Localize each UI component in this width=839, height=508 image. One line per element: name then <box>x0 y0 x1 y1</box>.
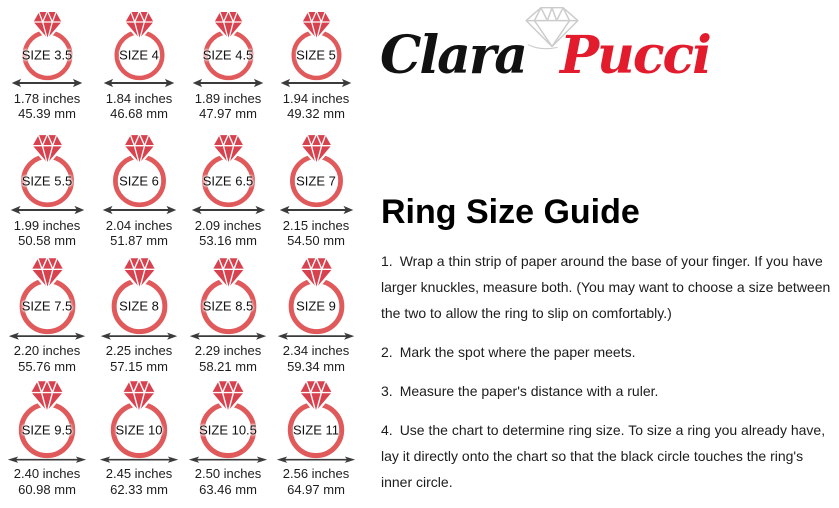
ring-size-label: SIZE 3.5 <box>21 47 73 63</box>
ring-size-cell <box>184 128 272 251</box>
instruction-item-3 <box>381 378 838 404</box>
ring-inches: 2.20 inches <box>13 343 81 359</box>
page-title: Ring Size Guide <box>381 193 640 231</box>
brand-name-first: Clara <box>380 25 526 86</box>
ring-size-cell <box>184 374 272 497</box>
ring-icon-wrap <box>13 8 82 83</box>
ring-measurements <box>106 343 173 374</box>
ring-inches: 1.94 inches <box>282 91 350 106</box>
ring-measurements <box>106 218 173 249</box>
ring-icon <box>190 254 267 337</box>
ring-size-label: SIZE 6.5 <box>202 173 254 189</box>
ring-size-cell <box>94 5 184 128</box>
instruction-text: Use the chart to determine ring size. To size a ring you already have, lay it directly onto the chart so that the black circle touches the ring's inner circle. <box>381 422 826 490</box>
ring-size-cell <box>0 374 94 497</box>
instruction-number: 4. <box>381 422 393 438</box>
ring-measurements <box>14 218 81 249</box>
instruction-item-2 <box>381 339 838 365</box>
ring-size-cell <box>94 128 184 251</box>
ring-mm: 59.34 mm <box>287 358 345 374</box>
ring-mm: 49.32 mm <box>287 106 345 122</box>
ring-inches: 2.04 inches <box>105 218 173 233</box>
ring-inches: 2.29 inches <box>194 343 262 359</box>
ring-size-cell <box>272 374 360 497</box>
ring-icon-wrap <box>101 254 178 337</box>
ring-size-label: SIZE 4.5 <box>202 47 254 63</box>
instruction-text: Measure the paper's distance with a ruler. <box>399 383 659 399</box>
ring-size-label: SIZE 10.5 <box>199 422 257 438</box>
ring-mm: 53.16 mm <box>199 233 257 249</box>
ring-measurements <box>14 466 81 497</box>
instruction-number: 2. <box>381 344 393 360</box>
ring-icon <box>100 377 178 461</box>
ring-size-cell <box>0 5 94 128</box>
ring-measurements <box>106 466 173 497</box>
ring-measurements <box>14 91 81 122</box>
ring-measurements <box>283 91 350 122</box>
ring-inches: 1.78 inches <box>13 91 81 106</box>
ring-icon-wrap <box>11 131 84 210</box>
ring-icon <box>103 131 176 210</box>
ring-mm: 51.87 mm <box>110 233 168 249</box>
ring-size-cell <box>272 128 360 251</box>
instruction-text: Wrap a thin strip of paper around the base of your finger. If you have larger knuckles, measure both. (You may want to choose a size between the two to allow the ring to slip on comfortably.) <box>381 253 831 321</box>
ring-icon <box>282 8 351 83</box>
ring-size-cell <box>94 374 184 497</box>
ring-icon-wrap <box>189 377 267 461</box>
ring-size-cell <box>0 128 94 251</box>
instruction-number: 1. <box>381 253 393 269</box>
ring-icon-wrap <box>105 8 174 83</box>
instruction-number: 3. <box>381 383 393 399</box>
ring-size-label: SIZE 7.5 <box>21 298 73 314</box>
ring-measurements <box>195 91 262 122</box>
ring-size-cell <box>0 251 94 374</box>
ring-icon-wrap <box>194 8 263 83</box>
brand-name <box>380 25 836 86</box>
ring-inches: 1.89 inches <box>194 91 262 106</box>
ring-inches: 2.25 inches <box>105 343 173 359</box>
ring-icon <box>280 131 353 210</box>
ring-icon-wrap <box>277 377 355 461</box>
instruction-item-1 <box>381 248 838 326</box>
ring-icon <box>278 254 355 337</box>
ring-size-cell <box>272 5 360 128</box>
ring-icon <box>105 8 174 83</box>
ring-inches: 1.84 inches <box>105 91 173 106</box>
ring-mm: 57.15 mm <box>110 358 168 374</box>
ring-icon <box>8 377 86 461</box>
ring-measurements <box>195 466 262 497</box>
instruction-item-4 <box>381 417 838 495</box>
ring-measurements <box>195 343 262 374</box>
ring-measurements <box>283 218 350 249</box>
ring-size-label: SIZE 6 <box>119 173 159 189</box>
ring-mm: 63.46 mm <box>199 481 257 497</box>
ring-icon-wrap <box>282 8 351 83</box>
ring-size-label: SIZE 4 <box>119 47 159 63</box>
ring-mm: 50.58 mm <box>18 233 76 249</box>
ring-measurements <box>14 343 81 374</box>
ring-size-cell <box>272 251 360 374</box>
ring-inches: 2.15 inches <box>282 218 350 233</box>
instruction-text: Mark the spot where the paper meets. <box>399 344 636 360</box>
ring-icon <box>194 8 263 83</box>
ring-icon <box>277 377 355 461</box>
ring-size-label: SIZE 9 <box>296 298 336 314</box>
ring-icon <box>9 254 86 337</box>
ring-icon <box>101 254 178 337</box>
ring-size-label: SIZE 11 <box>292 422 340 438</box>
ring-measurements <box>283 343 350 374</box>
ring-mm: 58.21 mm <box>199 358 257 374</box>
ring-icon-wrap <box>103 131 176 210</box>
ring-size-cell <box>184 251 272 374</box>
ring-size-label: SIZE 7 <box>296 173 336 189</box>
brand-diamond-icon <box>502 4 602 52</box>
instruction-list <box>381 248 838 508</box>
ring-icon <box>189 377 267 461</box>
ring-mm: 55.76 mm <box>18 358 76 374</box>
ring-mm: 62.33 mm <box>110 481 168 497</box>
ring-size-chart <box>0 0 372 501</box>
ring-inches: 2.56 inches <box>282 466 350 482</box>
ring-size-label: SIZE 10 <box>115 422 163 438</box>
ring-mm: 47.97 mm <box>199 106 257 122</box>
ring-mm: 46.68 mm <box>110 106 168 122</box>
ring-mm: 45.39 mm <box>18 106 76 122</box>
ring-icon <box>192 131 265 210</box>
ring-size-label: SIZE 8.5 <box>202 298 254 314</box>
ring-icon-wrap <box>192 131 265 210</box>
ring-icon-wrap <box>9 254 86 337</box>
ring-mm: 64.97 mm <box>287 481 345 497</box>
ring-inches: 2.09 inches <box>194 218 262 233</box>
ring-icon-wrap <box>100 377 178 461</box>
ring-mm: 60.98 mm <box>18 481 76 497</box>
ring-icon <box>13 8 82 83</box>
ring-icon-wrap <box>8 377 86 461</box>
ring-mm: 54.50 mm <box>287 233 345 249</box>
ring-size-label: SIZE 9.5 <box>21 422 73 438</box>
ring-size-label: SIZE 8 <box>119 298 159 314</box>
ring-inches: 2.40 inches <box>13 466 81 482</box>
ring-measurements <box>283 466 350 497</box>
ring-icon-wrap <box>280 131 353 210</box>
ring-inches: 2.50 inches <box>194 466 262 482</box>
ring-size-label: SIZE 5.5 <box>21 173 73 189</box>
ring-measurements <box>106 91 173 122</box>
ring-inches: 1.99 inches <box>13 218 81 233</box>
brand-name-second: Pucci <box>559 25 710 86</box>
ring-icon-wrap <box>190 254 267 337</box>
ring-size-cell <box>184 5 272 128</box>
ring-size-cell <box>94 251 184 374</box>
ring-inches: 2.45 inches <box>105 466 173 482</box>
ring-icon-wrap <box>278 254 355 337</box>
ring-measurements <box>195 218 262 249</box>
ring-inches: 2.34 inches <box>282 343 350 359</box>
ring-size-label: SIZE 5 <box>296 47 336 63</box>
ring-icon <box>11 131 84 210</box>
brand-logo <box>380 4 836 96</box>
